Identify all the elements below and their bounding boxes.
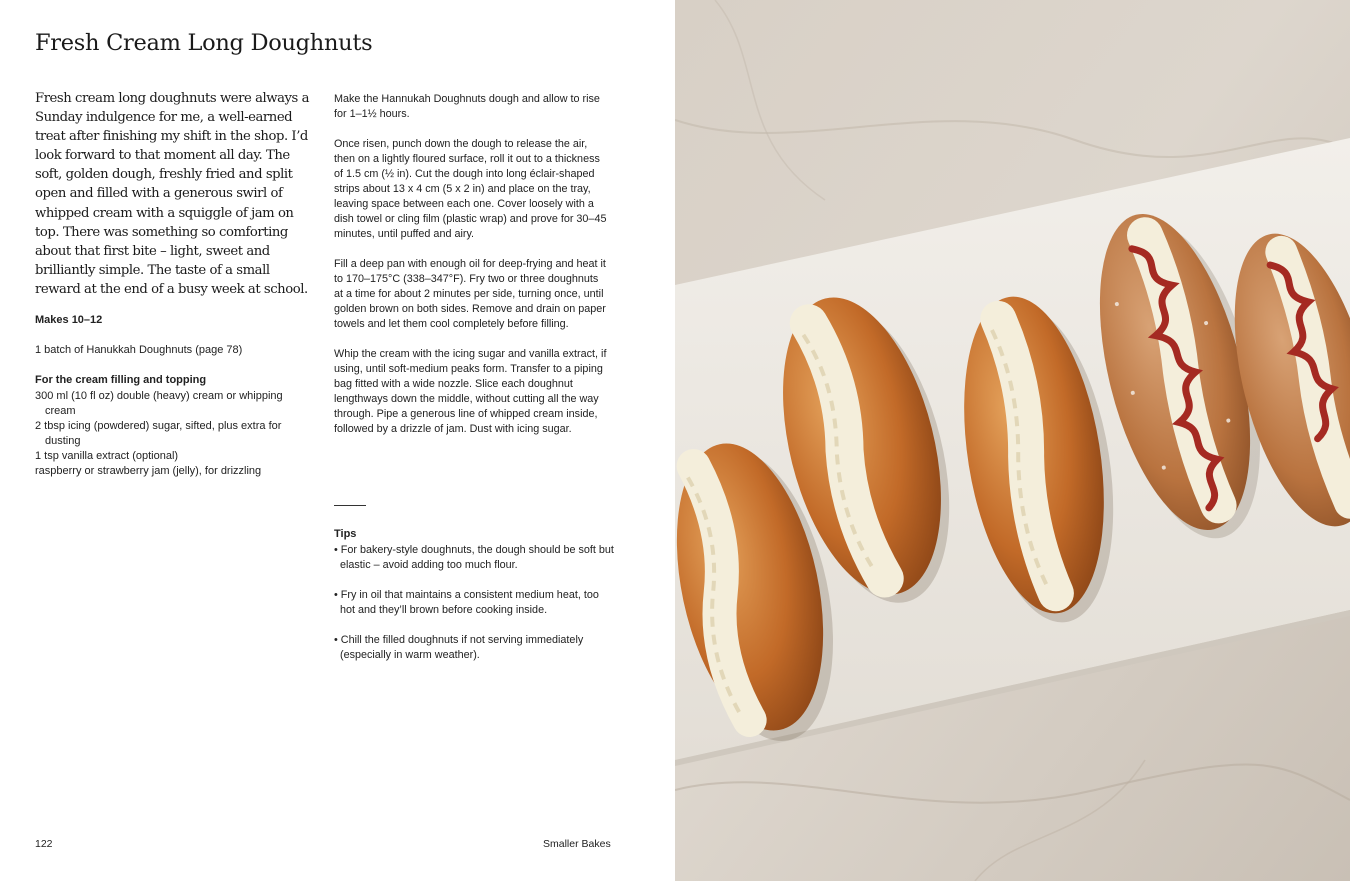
yield-label: Makes 10–12 <box>35 314 103 326</box>
recipe-title: Fresh Cream Long Doughnuts <box>35 30 373 56</box>
method-step: Once risen, punch down the dough to release the air, then on a lightly floured surface, roll it out to a thickness of 1.5 cm (½ in). Cut the dough into long éclair-shaped strips about 13 x 4 cm (5 x 2 in) and place on the tray, leaving space between each one. Cover loosely with a dish towel or cling film (plastic wrap) and prove for 30–45 minutes, until puffed and airy. <box>334 138 607 240</box>
ingredient-item: 1 tsp vanilla extract (optional) <box>35 450 179 462</box>
method-steps <box>334 92 609 452</box>
method-step: Whip the cream with the icing sugar and vanilla extract, if using, until soft-medium peaks form. Transfer to a piping bag fitted with a wide nozzle. Slice each doughnut lengthways down the middle, without cutting all the way through. Pipe a generous line of whipped cream inside, followed by a drizzle of jam. Dust with icing sugar. <box>334 348 607 435</box>
tip-item: • Fry in oil that maintains a consistent medium heat, too hot and they’ll brown before cooking inside. <box>334 588 614 618</box>
method-step: Make the Hannukah Doughnuts dough and allow to rise for 1–1½ hours. <box>334 93 600 120</box>
doughnuts-photo <box>675 0 1350 881</box>
page-number: 122 <box>35 838 53 850</box>
tip-item: • Chill the filled doughnuts if not serving immediately (especially in warm weather). <box>334 633 614 663</box>
tips-list <box>334 543 614 678</box>
doughnuts-illustration <box>675 0 1350 881</box>
section-divider <box>334 505 366 506</box>
dough-batch-ingredient: 1 batch of Hanukkah Doughnuts (page 78) <box>35 344 243 356</box>
tip-item: • For bakery-style doughnuts, the dough should be soft but elastic – avoid adding too much flour. <box>334 543 614 573</box>
running-footer-section: Smaller Bakes <box>543 838 611 850</box>
filling-heading: For the cream filling and topping <box>35 374 207 386</box>
ingredient-item: 2 tbsp icing (powdered) sugar, sifted, plus extra for dusting <box>35 420 282 447</box>
ingredient-item: 300 ml (10 fl oz) double (heavy) cream or whipping cream <box>35 390 283 417</box>
recipe-intro: Fresh cream long doughnuts were always a Sunday indulgence for me, a well-earned treat after finishing my shift in the shop. I’d look forward to that moment all day. The soft, golden dough, freshly fried and split open and filled with a generous swirl of whipped cream with a squiggle of jam on top. There was something so comforting about that first bite – light, sweet and brilliantly simple. The taste of a small reward at the end of a busy week at school. <box>35 91 309 297</box>
method-step: Fill a deep pan with enough oil for deep-frying and heat it to 170–175°C (338–347°F). Fry two or three doughnuts at a time for about 2 minutes per side, turning once, until golden brown on both sides. Remove and drain on paper towels and let them cool completely before filling. <box>334 258 606 330</box>
tips-heading: Tips <box>334 528 357 540</box>
ingredient-list <box>35 389 305 479</box>
ingredient-item: raspberry or strawberry jam (jelly), for drizzling <box>35 465 262 477</box>
